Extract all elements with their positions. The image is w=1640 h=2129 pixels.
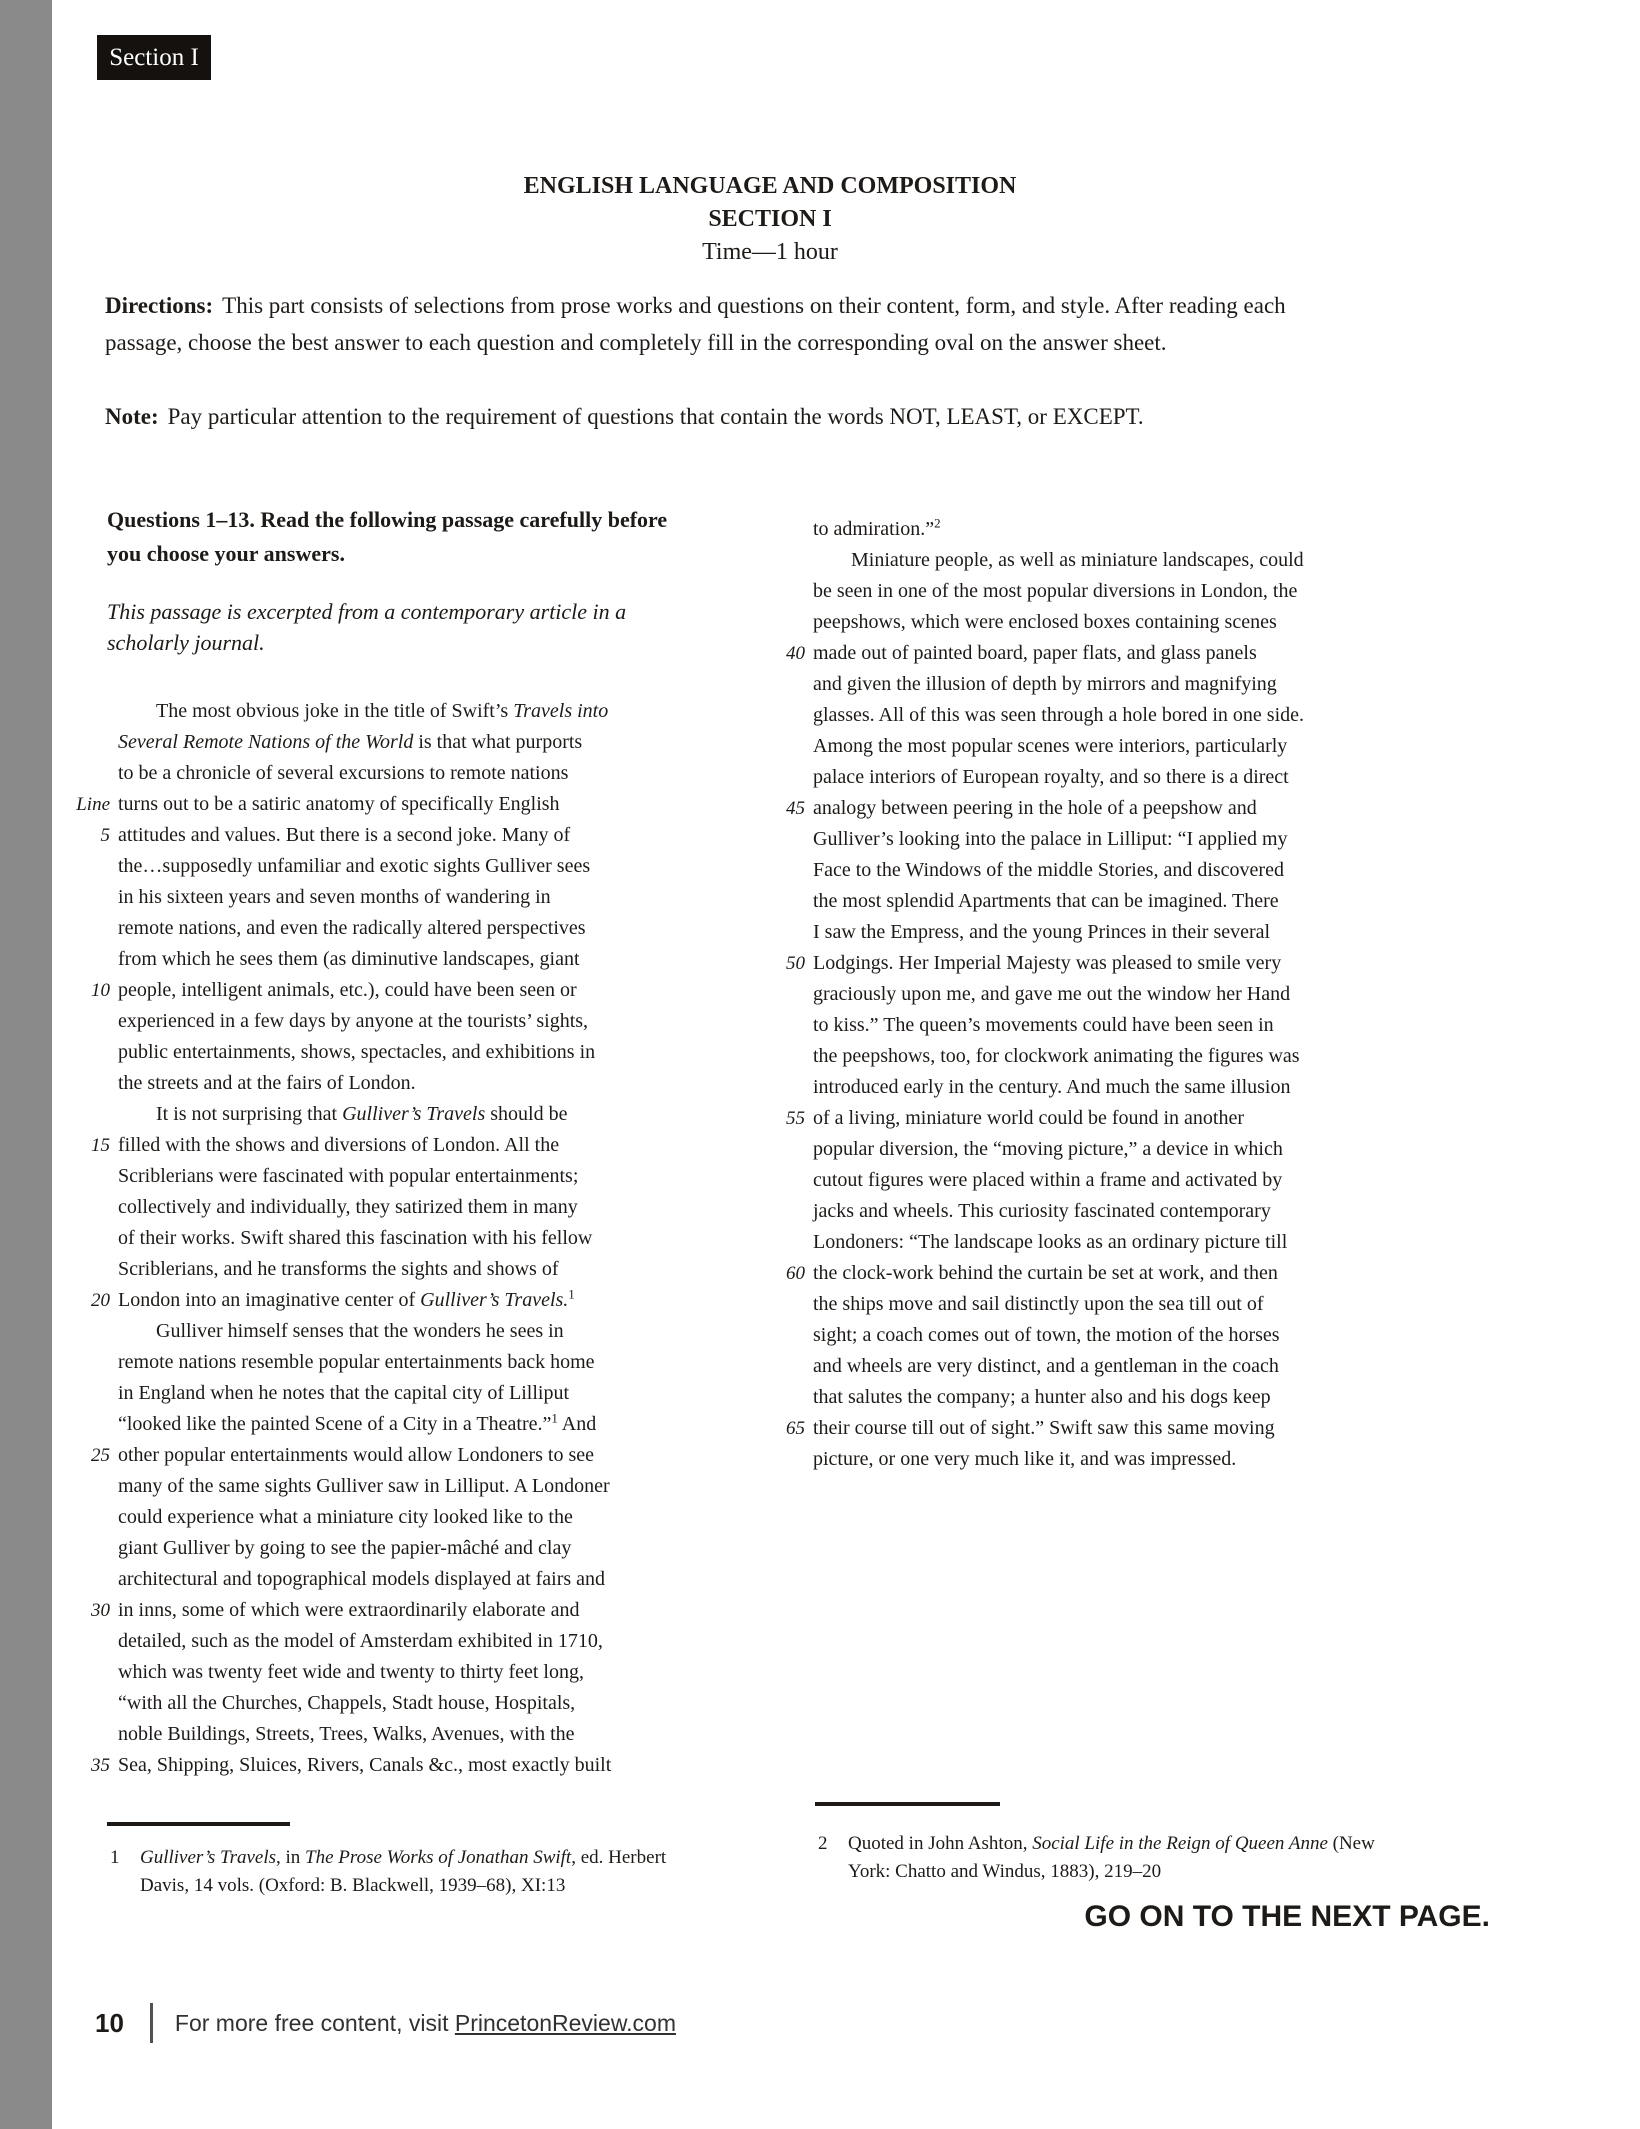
passage-line: could experience what a miniature city looked like to the — [60, 1502, 611, 1533]
line-number: 2 — [818, 1833, 828, 1854]
footer-divider — [150, 2003, 153, 2043]
passage-line: from which he sees them (as diminutive landscapes, giant — [60, 944, 611, 975]
directions-text-1: This part consists of selections from prose works and questions on their content, form, and style. After reading each — [222, 293, 1286, 318]
section-title: SECTION I — [708, 206, 832, 232]
passage-line: cutout figures were placed within a frame and activated by — [755, 1165, 1304, 1196]
line-number — [60, 1409, 118, 1440]
source-note-line-1: This passage is excerpted from a contemporary article in a — [107, 599, 627, 624]
passage-line: and wheels are very distinct, and a gentleman in the coach — [755, 1351, 1304, 1382]
line-number — [755, 1382, 813, 1413]
passage-line: “with all the Churches, Chappels, Stadt house, Hospitals, — [60, 1688, 611, 1719]
line-number — [60, 1533, 118, 1564]
line-number: 25 — [91, 1445, 110, 1466]
passage-line: Gulliver’s looking into the palace in Lilliput: “I applied my — [755, 824, 1304, 855]
line-number — [755, 576, 813, 607]
line-number — [60, 944, 118, 975]
line-number — [755, 669, 813, 700]
note — [105, 398, 1144, 435]
passage-line: many of the same sights Gulliver saw in Lilliput. A Londoner — [60, 1471, 611, 1502]
time-limit: Time—1 hour — [702, 239, 838, 265]
line-number: 5 — [100, 825, 110, 846]
line-number — [755, 1134, 813, 1165]
footnote-1 — [107, 1844, 666, 1900]
passage-line: graciously upon me, and gave me out the window her Hand — [755, 979, 1304, 1010]
page-footer — [95, 2000, 676, 2046]
passage-line: the ships move and sail distinctly upon the sea till out of — [755, 1289, 1304, 1320]
passage-line: 65 their course till out of sight.” Swift saw this same moving — [755, 1413, 1304, 1444]
title-block — [105, 170, 1435, 269]
line-number — [755, 514, 813, 545]
line-number — [60, 1223, 118, 1254]
left-edge-bar — [0, 0, 52, 2129]
passage-line: 55 of a living, miniature world could be found in another — [755, 1103, 1304, 1134]
passage-line: Scriblerians, and he transforms the sights and shows of — [60, 1254, 611, 1285]
line-number: 30 — [91, 1600, 110, 1621]
footer-text: For more free content, visit PrincetonReview.com — [174, 2009, 677, 2036]
note-label: Note: — [105, 404, 159, 429]
line-number — [60, 851, 118, 882]
go-on-text: GO ON TO THE NEXT PAGE. — [1084, 1900, 1490, 1933]
footnote-line: 2 Quoted in John Ashton, Social Life in the Reign of Queen Anne (New — [815, 1830, 1375, 1858]
line-number: 10 — [91, 980, 110, 1001]
footnote-rule-left — [107, 1822, 290, 1826]
passage-line: Gulliver himself senses that the wonders he sees in — [60, 1316, 611, 1347]
line-number — [755, 1289, 813, 1320]
passage-line: which was twenty feet wide and twenty to thirty feet long, — [60, 1657, 611, 1688]
questions-header-line-1: Questions 1–13. Read the following passage carefully before — [107, 507, 668, 532]
passage-line: jacks and wheels. This curiosity fascinated contemporary — [755, 1196, 1304, 1227]
note-text: Pay particular attention to the requirement of questions that contain the words NOT, LEAST, or EXCEPT. — [167, 404, 1144, 429]
line-number — [60, 1657, 118, 1688]
passage-line: introduced early in the century. And much the same illusion — [755, 1072, 1304, 1103]
passage-line: to kiss.” The queen’s movements could have been seen in — [755, 1010, 1304, 1041]
passage-line: that salutes the company; a hunter also and his dogs keep — [755, 1382, 1304, 1413]
passage-line: Line turns out to be a satiric anatomy of specifically English — [60, 789, 611, 820]
passage-line: public entertainments, shows, spectacles, and exhibitions in — [60, 1037, 611, 1068]
passage-line: giant Gulliver by going to see the papier-mâché and clay — [60, 1533, 611, 1564]
line-number — [60, 1099, 118, 1130]
line-number — [755, 886, 813, 917]
passage-line: It is not surprising that Gulliver’s Travels should be — [60, 1099, 611, 1130]
directions-text-2: passage, choose the best answer to each question and completely fill in the corresponding oval on the answer sheet. — [105, 330, 1167, 355]
questions-header — [107, 503, 667, 571]
passage-line: Among the most popular scenes were interiors, particularly — [755, 731, 1304, 762]
line-number: 40 — [786, 643, 805, 664]
passage-line: collectively and individually, they satirized them in many — [60, 1192, 611, 1223]
line-number — [60, 1006, 118, 1037]
line-number — [60, 1254, 118, 1285]
footnote-rule-right — [815, 1802, 1000, 1806]
line-number — [60, 758, 118, 789]
passage-source-note — [107, 596, 626, 658]
passage-line: I saw the Empress, and the young Princes in their several — [755, 917, 1304, 948]
passage-line: “looked like the painted Scene of a City in a Theatre.”$^1$ And — [60, 1409, 611, 1440]
section-tab-label: Section I — [109, 43, 199, 71]
passage-line: noble Buildings, Streets, Trees, Walks, Avenues, with the — [60, 1719, 611, 1750]
passage-left-column — [60, 696, 611, 1781]
line-number — [755, 1351, 813, 1382]
line-number — [60, 1347, 118, 1378]
line-number: 50 — [786, 953, 805, 974]
line-number: 1 — [110, 1847, 120, 1868]
line-number — [60, 696, 118, 727]
line-number — [755, 545, 813, 576]
line-number — [60, 1161, 118, 1192]
passage-line: of their works. Swift shared this fascination with his fellow — [60, 1223, 611, 1254]
passage-line: detailed, such as the model of Amsterdam exhibited in 1710, — [60, 1626, 611, 1657]
line-number — [755, 979, 813, 1010]
line-number — [755, 1165, 813, 1196]
passage-line: to admiration.”$^2$ — [755, 514, 1304, 545]
directions-line-1 — [105, 287, 1286, 324]
passage-line: 5 attitudes and values. But there is a second joke. Many of — [60, 820, 611, 851]
passage-line: palace interiors of European royalty, and so there is a direct — [755, 762, 1304, 793]
questions-header-line-2: you choose your answers. — [107, 541, 345, 566]
line-number — [755, 917, 813, 948]
passage-line: remote nations resemble popular entertainments back home — [60, 1347, 611, 1378]
footnote-line: Davis, 14 vols. (Oxford: B. Blackwell, 1939–68), XI:13 — [107, 1872, 666, 1900]
passage-line: peepshows, which were enclosed boxes containing scenes — [755, 607, 1304, 638]
line-number — [755, 1227, 813, 1258]
passage-line: sight; a coach comes out of town, the motion of the horses — [755, 1320, 1304, 1351]
passage-line: experienced in a few days by anyone at the tourists’ sights, — [60, 1006, 611, 1037]
line-number: 20 — [91, 1290, 110, 1311]
passage-line: remote nations, and even the radically altered perspectives — [60, 913, 611, 944]
passage-line: Scriblerians were fascinated with popular entertainments; — [60, 1161, 611, 1192]
line-number — [107, 1872, 140, 1900]
passage-line: be seen in one of the most popular diversions in London, the — [755, 576, 1304, 607]
directions — [105, 287, 1286, 361]
line-number: Line — [76, 794, 110, 815]
passage-line: the streets and at the fairs of London. — [60, 1068, 611, 1099]
line-number: 60 — [786, 1263, 805, 1284]
line-number — [60, 1192, 118, 1223]
passage-line: Face to the Windows of the middle Stories, and discovered — [755, 855, 1304, 886]
line-number — [755, 824, 813, 855]
line-number — [755, 855, 813, 886]
exam-title: ENGLISH LANGUAGE AND COMPOSITION — [523, 173, 1017, 199]
line-number — [755, 1444, 813, 1475]
passage-line: 10 people, intelligent animals, etc.), could have been seen or — [60, 975, 611, 1006]
passage-line: 45 analogy between peering in the hole of a peepshow and — [755, 793, 1304, 824]
line-number — [755, 700, 813, 731]
passage-line: 20 London into an imaginative center of Gulliver’s Travels.$^1$ — [60, 1285, 611, 1316]
line-number — [815, 1858, 848, 1886]
line-number — [755, 1041, 813, 1072]
passage-line: 30 in inns, some of which were extraordinarily elaborate and — [60, 1595, 611, 1626]
line-number — [755, 1010, 813, 1041]
passage-line: 25 other popular entertainments would allow Londoners to see — [60, 1440, 611, 1471]
passage-line: glasses. All of this was seen through a hole bored in one side. — [755, 700, 1304, 731]
line-number: 35 — [91, 1755, 110, 1776]
page-number: 10 — [95, 2007, 124, 2038]
footnote-line: York: Chatto and Windus, 1883), 219–20 — [815, 1858, 1375, 1886]
passage-line: 40 made out of painted board, paper flats, and glass panels — [755, 638, 1304, 669]
princeton-review-link[interactable]: PrincetonReview.com — [454, 2009, 677, 2036]
passage-line: in his sixteen years and seven months of wandering in — [60, 882, 611, 913]
line-number: 55 — [786, 1108, 805, 1129]
line-number — [755, 1320, 813, 1351]
passage-line: The most obvious joke in the title of Swift’s Travels into — [60, 696, 611, 727]
line-number — [755, 1072, 813, 1103]
line-number — [60, 1471, 118, 1502]
passage-line: 60 the clock-work behind the curtain be set at work, and then — [755, 1258, 1304, 1289]
line-number — [60, 1719, 118, 1750]
passage-line: 35 Sea, Shipping, Sluices, Rivers, Canals &c., most exactly built — [60, 1750, 611, 1781]
line-number: 45 — [786, 798, 805, 819]
passage-line: architectural and topographical models displayed at fairs and — [60, 1564, 611, 1595]
passage-line: and given the illusion of depth by mirrors and magnifying — [755, 669, 1304, 700]
passage-line: popular diversion, the “moving picture,” a device in which — [755, 1134, 1304, 1165]
line-number — [755, 762, 813, 793]
passage-line: in England when he notes that the capital city of Lilliput — [60, 1378, 611, 1409]
line-number — [755, 731, 813, 762]
source-note-line-2: scholarly journal. — [107, 630, 265, 655]
section-tab — [97, 35, 211, 80]
passage-line: picture, or one very much like it, and was impressed. — [755, 1444, 1304, 1475]
passage-line: 50 Lodgings. Her Imperial Majesty was pleased to smile very — [755, 948, 1304, 979]
line-number — [755, 1196, 813, 1227]
passage-line: Miniature people, as well as miniature landscapes, could — [755, 545, 1304, 576]
line-number — [60, 882, 118, 913]
passage-line: the…supposedly unfamiliar and exotic sights Gulliver sees — [60, 851, 611, 882]
line-number — [60, 1688, 118, 1719]
footnote-line: 1 Gulliver’s Travels, in The Prose Works of Jonathan Swift, ed. Herbert — [107, 1844, 666, 1872]
passage-line: Several Remote Nations of the World is that what purports — [60, 727, 611, 758]
passage-line: the peepshows, too, for clockwork animating the figures was — [755, 1041, 1304, 1072]
line-number — [755, 607, 813, 638]
line-number — [60, 1378, 118, 1409]
passage-line: Londoners: “The landscape looks as an ordinary picture till — [755, 1227, 1304, 1258]
line-number: 65 — [786, 1418, 805, 1439]
directions-label: Directions: — [105, 293, 214, 318]
line-number — [60, 1316, 118, 1347]
line-number — [60, 1626, 118, 1657]
line-number — [60, 1037, 118, 1068]
line-number — [60, 913, 118, 944]
line-number — [60, 1502, 118, 1533]
passage-right-column — [755, 514, 1304, 1475]
line-number — [60, 1564, 118, 1595]
passage-line: 15 filled with the shows and diversions of London. All the — [60, 1130, 611, 1161]
passage-line: the most splendid Apartments that can be imagined. There — [755, 886, 1304, 917]
line-number — [60, 727, 118, 758]
line-number — [60, 1068, 118, 1099]
passage-line: to be a chronicle of several excursions to remote nations — [60, 758, 611, 789]
footnote-2 — [815, 1830, 1375, 1886]
line-number: 15 — [91, 1135, 110, 1156]
